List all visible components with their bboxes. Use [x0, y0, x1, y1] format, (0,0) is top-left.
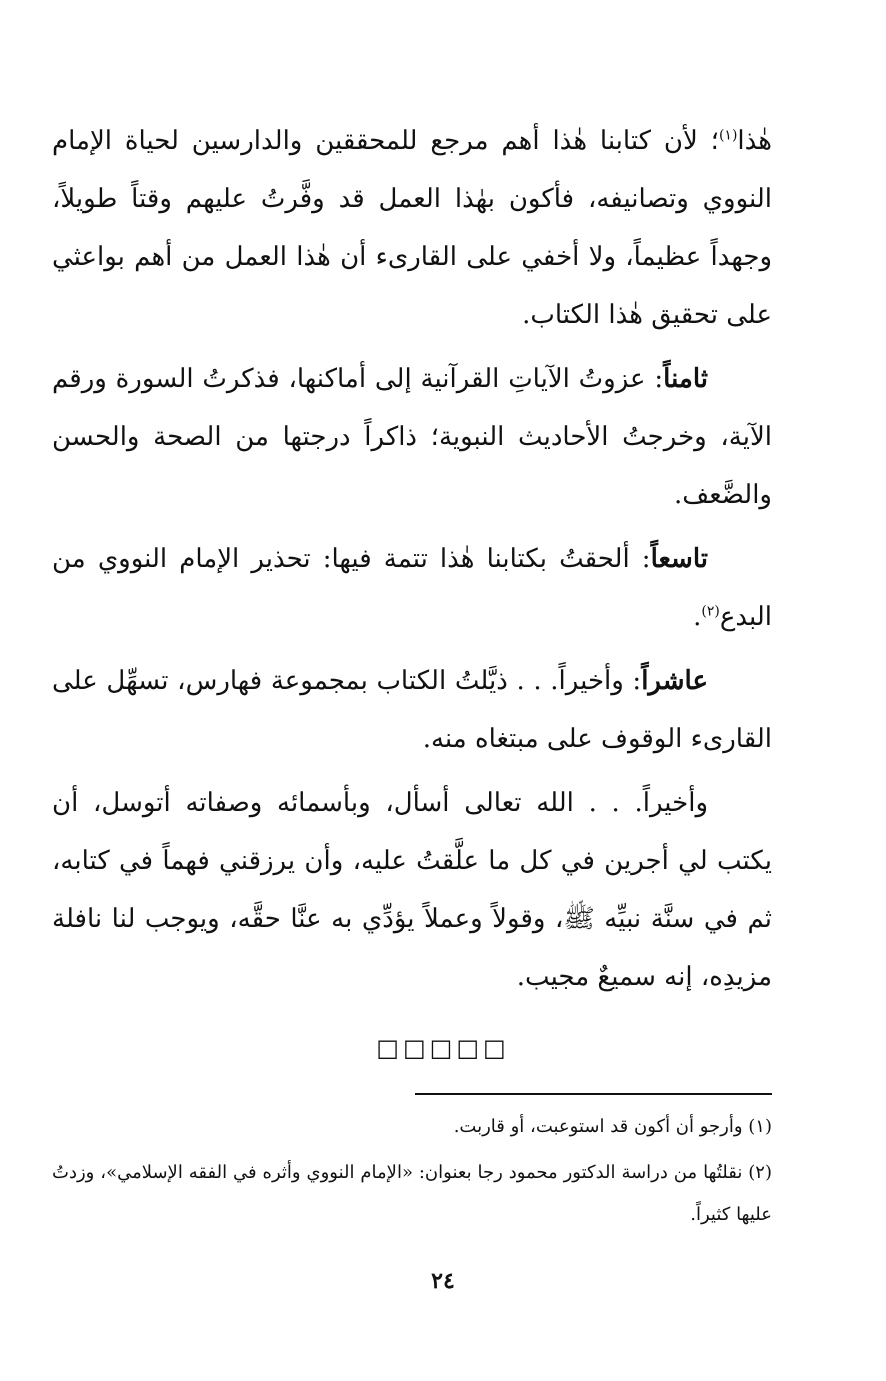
footnote-ref-2[interactable]: (٢)	[701, 603, 720, 620]
page-number: ٢٤	[431, 1268, 455, 1294]
paragraph-ninth-lead: تاسعاً	[650, 544, 708, 574]
paragraph-tenth-body: : وأخيراً. . . ذيَّلتُ الكتاب بمجموعة فهارس، تسهِّل على القارىء الوقوف على مبتغاه منه.	[52, 666, 772, 754]
footnotes	[52, 1106, 772, 1240]
paragraph-eighth	[52, 350, 772, 524]
paragraph-ninth	[52, 530, 772, 646]
section-ornament: □□□□□	[376, 1034, 510, 1062]
paragraph-1-body: ؛ لأن كتابنا هٰذا أهم مرجع للمحققين والدارسين لحياة الإمام النووي وتصانيفه، فأكون بهٰذا العمل قد وفَّرتُ عليهم وقتاً طويلاً، وجهداً عظيماً، ولا أخفي على القارىء أن هٰذا العمل من أهم بواعثي على تحقيق هٰذا الكتاب.	[52, 126, 772, 330]
paragraph-ninth-tail: .	[693, 602, 702, 632]
footnote-2-marker: (٢)	[748, 1162, 772, 1183]
paragraph-ninth-body: : ألحقتُ بكتابنا هٰذا تتمة فيها: تحذير الإمام النووي من البدع	[52, 544, 772, 632]
footnote-1-text: وأرجو أن أكون قد استوعبت، أو قاربت.	[453, 1116, 749, 1137]
paragraph-closing-body: وأخيراً. . . الله تعالى أسأل، وبأسمائه وصفاته أتوسل، أن يكتب لي أجرين في كل ما علَّقتُ عليه، وأن يرزقني فهماً في كتابه، ثم في سنَّة نبيِّه ﷺ، وقولاً وعملاً يؤدِّي به عنَّا حقَّه، ويوجب لنا نافلة مزيدِه، إنه سميعٌ مجيب.	[52, 788, 772, 992]
footnote-2-text: نقلتُها من دراسة الدكتور محمود رجا بعنوان: «الإمام النووي وأثره في الفقه الإسلامي»، وزدتُ عليها كثيراً.	[52, 1162, 772, 1225]
footnote-divider	[415, 1093, 772, 1095]
paragraph-tenth	[52, 652, 772, 768]
main-text	[52, 112, 772, 1012]
paragraph-closing	[52, 774, 772, 1006]
paragraph-tenth-lead: عاشراً	[641, 666, 708, 696]
footnote-ref-1[interactable]: (١)	[718, 127, 738, 144]
footnote-1-marker: (١)	[748, 1116, 772, 1137]
paragraph-1	[52, 112, 772, 344]
paragraph-1-start: هٰذا	[737, 126, 772, 156]
paragraph-eighth-lead: ثامناً	[663, 364, 708, 394]
footnote-1	[52, 1106, 772, 1148]
paragraph-eighth-body: : عزوتُ الآياتِ القرآنية إلى أماكنها، فذكرتُ السورة ورقم الآية، وخرجتُ الأحاديث النبوية؛ ذاكراً درجتها من الصحة والحسن والضَّعف.	[52, 364, 772, 510]
footnote-2	[52, 1152, 772, 1236]
